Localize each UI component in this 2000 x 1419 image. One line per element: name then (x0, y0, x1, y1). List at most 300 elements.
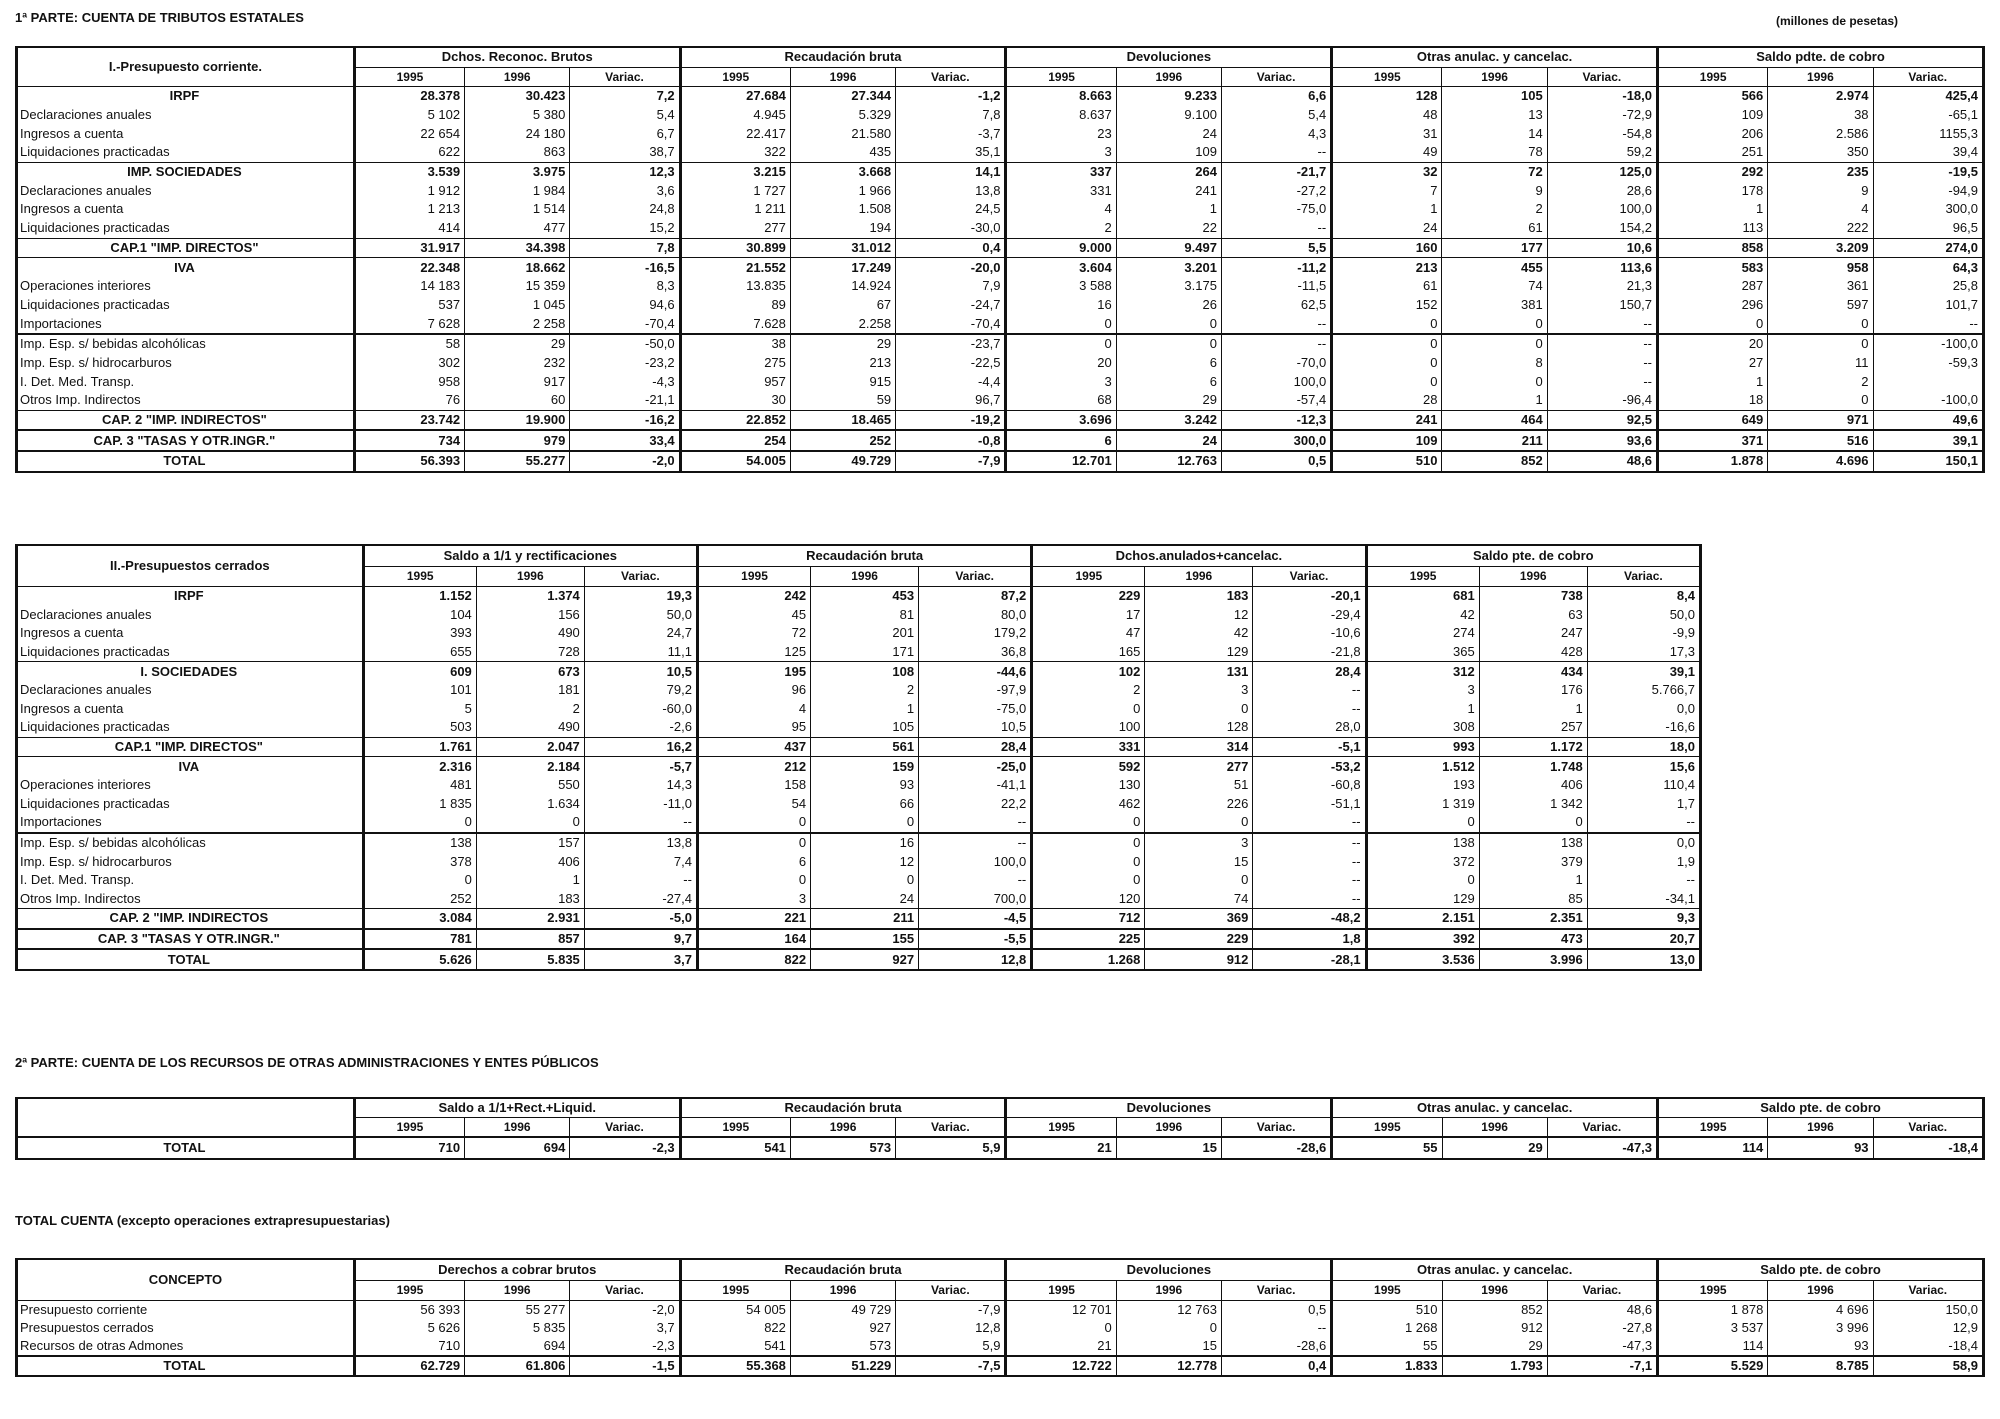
cell-value: 14 183 (354, 277, 464, 296)
cell-value: -4,4 (896, 372, 1006, 391)
cell-value: 66 (811, 795, 919, 814)
cell-value: 15 359 (465, 277, 570, 296)
cell-value: 30 (680, 391, 790, 410)
cell-value: -24,7 (896, 296, 1006, 315)
cell-value: -47,3 (1547, 1337, 1657, 1356)
cell-value: 0,5 (1221, 1301, 1331, 1320)
cell-value: 7.628 (680, 314, 790, 334)
cell-value: 264 (1116, 162, 1221, 181)
cell-value: 22.348 (354, 258, 464, 277)
year-header: 1996 (811, 566, 919, 586)
column-group-header: Saldo pte. de cobro (1658, 1259, 1984, 1280)
cell-value: 19,3 (584, 587, 697, 606)
cell-value: 229 (1145, 929, 1253, 950)
cell-value: 28.378 (354, 87, 464, 106)
cell-value: 5,5 (1221, 238, 1331, 258)
cell-value: 7 628 (354, 314, 464, 334)
table-total-cuenta (15, 1258, 1985, 1377)
cell-value: 6 (1116, 372, 1221, 391)
cell-value: 14,1 (896, 162, 1006, 181)
cell-value: 61 (1332, 277, 1442, 296)
cell-value: -11,5 (1221, 277, 1331, 296)
cell-value: -16,2 (570, 410, 680, 430)
cell-value: 241 (1116, 181, 1221, 200)
cell-value: -34,1 (1587, 890, 1700, 909)
cell-value: 1 (1658, 200, 1768, 219)
column-group-header: Otras anulac. y cancelac. (1332, 47, 1658, 67)
cell-value: -41,1 (919, 776, 1032, 795)
cell-value: -28,1 (1253, 949, 1366, 970)
cell-value: 912 (1145, 949, 1253, 970)
cell-value: 5,9 (896, 1137, 1006, 1159)
cell-value: -70,0 (1221, 354, 1331, 373)
year-header: Variac. (896, 67, 1006, 87)
table-row (17, 1301, 1984, 1320)
cell-value: 12,8 (919, 949, 1032, 970)
cell-value: 81 (811, 606, 919, 625)
year-header: Variac. (1253, 566, 1366, 586)
table-row (17, 354, 1984, 373)
column-group-header: Recaudación bruta (697, 545, 1031, 566)
cell-value: 550 (476, 776, 584, 795)
cell-value: 247 (1479, 624, 1587, 643)
cell-value: 3.084 (363, 909, 476, 929)
cell-value: -11,2 (1221, 258, 1331, 277)
cell-value: -50,0 (570, 334, 680, 354)
column-group-header: Dchos. Reconoc. Brutos (354, 47, 680, 67)
table-row (17, 1319, 1984, 1337)
cell-value: 300,0 (1873, 200, 1983, 219)
cell-value: -75,0 (1221, 200, 1331, 219)
cell-value: 912 (1442, 1319, 1547, 1337)
cell-value: 13.835 (680, 277, 790, 296)
table-row (17, 1356, 1984, 1376)
table-presupuesto-corriente (15, 46, 1985, 473)
table-row (17, 929, 1701, 950)
table-row (17, 238, 1984, 258)
cell-value: 462 (1032, 795, 1145, 814)
year-header: 1995 (354, 1280, 464, 1300)
row-label: CAP. 3 "TASAS Y OTR.INGR." (17, 430, 355, 451)
cell-value: 254 (680, 430, 790, 451)
cell-value: -100,0 (1873, 334, 1983, 354)
row-label: TOTAL (17, 1356, 355, 1376)
cell-value: -94,9 (1873, 181, 1983, 200)
cell-value: 1 (476, 871, 584, 890)
cell-value: -- (919, 833, 1032, 853)
cell-value: 155 (811, 929, 919, 950)
cell-value: 3.539 (354, 162, 464, 181)
cell-value: -- (1547, 314, 1657, 334)
year-header: 1996 (1116, 1280, 1221, 1300)
cell-value: -- (1253, 871, 1366, 890)
cell-value: 453 (811, 587, 919, 606)
cell-value: -54,8 (1547, 124, 1657, 143)
cell-value: -5,1 (1253, 737, 1366, 757)
table-corner-header: I.-Presupuesto corriente. (17, 47, 355, 87)
cell-value: 0 (476, 813, 584, 833)
cell-value: 3 (1366, 681, 1479, 700)
cell-value: 2 (1768, 372, 1873, 391)
cell-value: 4.945 (680, 106, 790, 125)
cell-value: 3.996 (1479, 949, 1587, 970)
cell-value: -70,4 (896, 314, 1006, 334)
cell-value: 1.833 (1332, 1356, 1442, 1376)
cell-value: -4,5 (919, 909, 1032, 929)
row-label: Imp. Esp. s/ bebidas alcohólicas (17, 334, 355, 354)
cell-value: 0,4 (896, 238, 1006, 258)
row-label: TOTAL (17, 451, 355, 472)
table-row (17, 314, 1984, 334)
cell-value: 0 (697, 871, 810, 890)
cell-value: 24 (1116, 430, 1221, 451)
cell-value: 1,9 (1587, 852, 1700, 871)
cell-value: -- (1587, 871, 1700, 890)
cell-value: 30.423 (465, 87, 570, 106)
cell-value: 5 102 (354, 106, 464, 125)
cell-value: 473 (1479, 929, 1587, 950)
cell-value: -- (1253, 681, 1366, 700)
cell-value: -- (919, 871, 1032, 890)
cell-value: 3,7 (584, 949, 697, 970)
cell-value: 1 (1116, 200, 1221, 219)
cell-value: 597 (1768, 296, 1873, 315)
cell-value: 8.663 (1006, 87, 1116, 106)
cell-value: 0 (1032, 833, 1145, 853)
cell-value: 50,0 (1587, 606, 1700, 625)
cell-value: -5,0 (584, 909, 697, 929)
cell-value: 0 (1442, 334, 1547, 354)
table-corner-header: II.-Presupuestos cerrados (17, 545, 364, 587)
row-label: Recursos de otras Admones (17, 1337, 355, 1356)
cell-value: 6,7 (570, 124, 680, 143)
year-header: 1996 (1116, 67, 1221, 87)
cell-value: 510 (1332, 451, 1442, 472)
cell-value: 16 (1006, 296, 1116, 315)
cell-value: 1 342 (1479, 795, 1587, 814)
cell-value: 6 (697, 852, 810, 871)
cell-value: 1 912 (354, 181, 464, 200)
cell-value: 2 (1006, 219, 1116, 238)
cell-value: 50,0 (584, 606, 697, 625)
cell-value: 93 (1768, 1337, 1873, 1356)
cell-value: 8 (1442, 354, 1547, 373)
cell-value: 49,6 (1873, 410, 1983, 430)
cell-value: 583 (1658, 258, 1768, 277)
cell-value: 6 (1006, 430, 1116, 451)
cell-value: 3 (1145, 681, 1253, 700)
cell-value: 100,0 (919, 852, 1032, 871)
cell-value: 3.604 (1006, 258, 1116, 277)
row-label: Declaraciones anuales (17, 181, 355, 200)
cell-value: 277 (680, 219, 790, 238)
year-header: 1995 (680, 67, 790, 87)
table-row (17, 757, 1701, 776)
cell-value: 61.806 (465, 1356, 570, 1376)
cell-value: 229 (1032, 587, 1145, 606)
cell-value: 4,3 (1221, 124, 1331, 143)
cell-value: 9.000 (1006, 238, 1116, 258)
cell-value: 393 (363, 624, 476, 643)
row-label: Liquidaciones practicadas (17, 296, 355, 315)
cell-value: 9 (1442, 181, 1547, 200)
cell-value: 2 258 (465, 314, 570, 334)
cell-value: 1.793 (1442, 1356, 1547, 1376)
cell-value: 287 (1658, 277, 1768, 296)
column-group-header: Otras anulac. y cancelac. (1332, 1098, 1658, 1118)
cell-value: 178 (1658, 181, 1768, 200)
year-header: Variac. (1873, 1280, 1983, 1300)
cell-value: -- (1221, 143, 1331, 162)
cell-value: 80,0 (919, 606, 1032, 625)
cell-value: 3.242 (1116, 410, 1221, 430)
cell-value: 2.974 (1768, 87, 1873, 106)
cell-value: -30,0 (896, 219, 1006, 238)
year-header: 1995 (354, 1118, 464, 1138)
year-header: Variac. (1873, 1118, 1983, 1138)
cell-value: -23,2 (570, 354, 680, 373)
cell-value: 490 (476, 624, 584, 643)
cell-value: 0 (1442, 372, 1547, 391)
cell-value: -9,9 (1587, 624, 1700, 643)
cell-value: -72,9 (1547, 106, 1657, 125)
cell-value: 0 (1768, 391, 1873, 410)
row-label: IRPF (17, 87, 355, 106)
cell-value: 734 (354, 430, 464, 451)
cell-value: 12 (811, 852, 919, 871)
cell-value: 28,4 (1253, 662, 1366, 681)
cell-value: 30.899 (680, 238, 790, 258)
cell-value: 150,0 (1873, 1301, 1983, 1320)
row-label: Imp. Esp. s/ hidrocarburos (17, 354, 355, 373)
row-label: Presupuestos cerrados (17, 1319, 355, 1337)
cell-value: 113 (1658, 219, 1768, 238)
cell-value: 1 319 (1366, 795, 1479, 814)
cell-value: 13,0 (1587, 949, 1700, 970)
cell-value: 56 393 (354, 1301, 464, 1320)
cell-value: 27.344 (790, 87, 895, 106)
cell-value: 274 (1366, 624, 1479, 643)
cell-value: 1.512 (1366, 757, 1479, 776)
table-row (17, 87, 1984, 106)
row-label: Importaciones (17, 813, 364, 833)
cell-value: 85 (1479, 890, 1587, 909)
cell-value: 858 (1658, 238, 1768, 258)
cell-value: 979 (465, 430, 570, 451)
cell-value: 3.175 (1116, 277, 1221, 296)
cell-value: 45 (697, 606, 810, 625)
year-header: 1995 (1032, 566, 1145, 586)
cell-value: 331 (1032, 737, 1145, 757)
cell-value: -2,3 (570, 1337, 680, 1356)
cell-value: 371 (1658, 430, 1768, 451)
cell-value: 481 (363, 776, 476, 795)
year-header: Variac. (584, 566, 697, 586)
cell-value: 0 (1479, 813, 1587, 833)
cell-value: -60,0 (584, 700, 697, 719)
cell-value: 11 (1768, 354, 1873, 373)
year-header: Variac. (896, 1118, 1006, 1138)
cell-value: 9,7 (584, 929, 697, 950)
cell-value: 171 (811, 643, 919, 662)
cell-value: -- (1253, 852, 1366, 871)
cell-value: 29 (1442, 1337, 1547, 1356)
cell-value: 54.005 (680, 451, 790, 472)
cell-value: 110,4 (1587, 776, 1700, 795)
cell-value: 101 (363, 681, 476, 700)
cell-value: 12,3 (570, 162, 680, 181)
cell-value: 5.329 (790, 106, 895, 125)
year-header: 1996 (1442, 1118, 1547, 1138)
cell-value: 38 (680, 334, 790, 354)
cell-value: 14,3 (584, 776, 697, 795)
row-label: I. Det. Med. Transp. (17, 871, 364, 890)
cell-value: -12,3 (1221, 410, 1331, 430)
cell-value: 857 (476, 929, 584, 950)
cell-value: 0 (1116, 1319, 1221, 1337)
year-header: 1996 (1768, 1118, 1873, 1138)
cell-value: 39,1 (1873, 430, 1983, 451)
cell-value: 195 (697, 662, 810, 681)
table-row (17, 143, 1984, 162)
cell-value: 10,6 (1547, 238, 1657, 258)
cell-value: 74 (1442, 277, 1547, 296)
row-label: I. Det. Med. Transp. (17, 372, 355, 391)
cell-value: 21.580 (790, 124, 895, 143)
cell-value: 0 (1768, 314, 1873, 334)
cell-value: 13 (1442, 106, 1547, 125)
row-label: IVA (17, 258, 355, 277)
cell-value: 510 (1332, 1301, 1442, 1320)
cell-value: 21 (1006, 1337, 1116, 1356)
cell-value: 164 (697, 929, 810, 950)
column-group-header: Recaudación bruta (680, 1098, 1006, 1118)
cell-value: -25,0 (919, 757, 1032, 776)
column-group-header: Devoluciones (1006, 47, 1332, 67)
year-header: Variac. (1587, 566, 1700, 586)
cell-value: 0 (1006, 334, 1116, 354)
year-header: 1996 (790, 67, 895, 87)
row-label: Ingresos a cuenta (17, 200, 355, 219)
cell-value: 0 (697, 813, 810, 833)
cell-value: -- (1221, 314, 1331, 334)
year-header: 1995 (680, 1280, 790, 1300)
cell-value: 0 (1006, 314, 1116, 334)
cell-value: 0 (811, 813, 919, 833)
cell-value: 3 (1006, 143, 1116, 162)
cell-value: 48 (1332, 106, 1442, 125)
cell-value: 1.748 (1479, 757, 1587, 776)
cell-value: 1 211 (680, 200, 790, 219)
table-row (17, 334, 1984, 354)
cell-value: 108 (811, 662, 919, 681)
cell-value: -65,1 (1873, 106, 1983, 125)
cell-value: 36,8 (919, 643, 1032, 662)
cell-value: 28,6 (1547, 181, 1657, 200)
cell-value: 15,6 (1587, 757, 1700, 776)
row-label: CAP.1 "IMP. DIRECTOS" (17, 737, 364, 757)
cell-value: 78 (1442, 143, 1547, 162)
cell-value: 971 (1768, 410, 1873, 430)
table-row (17, 700, 1701, 719)
cell-value: 1.374 (476, 587, 584, 606)
cell-value: 350 (1768, 143, 1873, 162)
year-header: 1995 (1658, 1118, 1768, 1138)
year-header: Variac. (896, 1280, 1006, 1300)
cell-value: 87,2 (919, 587, 1032, 606)
year-header: 1996 (1768, 67, 1873, 87)
cell-value: 51 (1145, 776, 1253, 795)
cell-value: 154,2 (1547, 219, 1657, 238)
cell-value: 1 213 (354, 200, 464, 219)
year-header: Variac. (1547, 1280, 1657, 1300)
cell-value: 109 (1332, 430, 1442, 451)
cell-value: 0 (1145, 871, 1253, 890)
cell-value: 365 (1366, 643, 1479, 662)
cell-value: 5.626 (363, 949, 476, 970)
row-label: Ingresos a cuenta (17, 700, 364, 719)
cell-value: -2,6 (584, 718, 697, 737)
cell-value: 251 (1658, 143, 1768, 162)
cell-value: 58 (354, 334, 464, 354)
cell-value: 406 (1479, 776, 1587, 795)
cell-value: 62,5 (1221, 296, 1331, 315)
row-label: TOTAL (17, 949, 364, 970)
cell-value: 3 588 (1006, 277, 1116, 296)
cell-value: -- (1547, 372, 1657, 391)
cell-value: 7 (1332, 181, 1442, 200)
year-header: 1996 (790, 1118, 895, 1138)
cell-value: -- (1547, 334, 1657, 354)
cell-value: -22,5 (896, 354, 1006, 373)
table-row (17, 162, 1984, 181)
cell-value: 129 (1145, 643, 1253, 662)
row-label: Otros Imp. Indirectos (17, 890, 364, 909)
cell-value: 157 (476, 833, 584, 853)
cell-value: 92,5 (1547, 410, 1657, 430)
row-label: Liquidaciones practicadas (17, 219, 355, 238)
part2-title: 2ª PARTE: CUENTA DE LOS RECURSOS DE OTRAS ADMINISTRACIONES Y ENTES PÚBLICOS (15, 1055, 599, 1070)
cell-value: -- (1547, 354, 1657, 373)
cell-value: 292 (1658, 162, 1768, 181)
cell-value: 72 (697, 624, 810, 643)
cell-value: 4 696 (1768, 1301, 1873, 1320)
cell-value: 5 835 (465, 1319, 570, 1337)
cell-value: 649 (1658, 410, 1768, 430)
cell-value: 241 (1332, 410, 1442, 430)
table-row (17, 1137, 1984, 1159)
cell-value: 1 (1479, 700, 1587, 719)
year-header: Variac. (1221, 67, 1331, 87)
cell-value: 12 763 (1116, 1301, 1221, 1320)
cell-value: 541 (680, 1137, 790, 1159)
cell-value: 12,8 (896, 1319, 1006, 1337)
cell-value: 406 (476, 852, 584, 871)
year-header: 1996 (1145, 566, 1253, 586)
cell-value: -70,4 (570, 314, 680, 334)
cell-value: 490 (476, 718, 584, 737)
cell-value: 28 (1332, 391, 1442, 410)
cell-value: 10,5 (919, 718, 1032, 737)
cell-value: 0 (1332, 372, 1442, 391)
cell-value: 372 (1366, 852, 1479, 871)
table-row (17, 106, 1984, 125)
cell-value: 20 (1006, 354, 1116, 373)
cell-value: 14.924 (790, 277, 895, 296)
row-label: Operaciones interiores (17, 277, 355, 296)
cell-value: 55 (1332, 1137, 1442, 1159)
cell-value: -47,3 (1547, 1137, 1657, 1159)
